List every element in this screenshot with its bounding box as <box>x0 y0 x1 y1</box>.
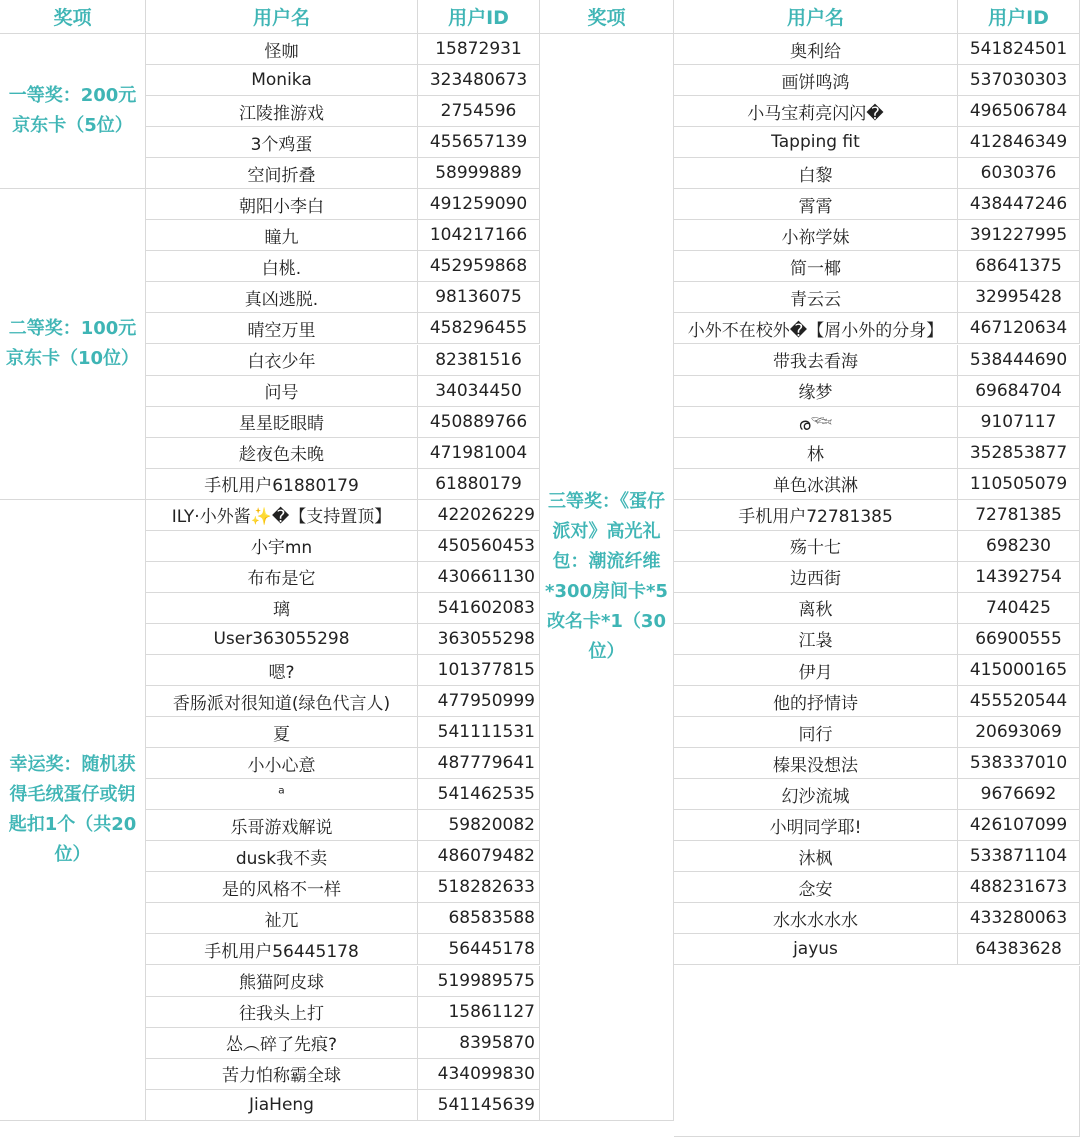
table-row-username: 手机用户61880179 <box>146 469 418 500</box>
table-row-userid: 471981004 <box>418 438 540 469</box>
table-row-username: 青云云 <box>674 282 958 313</box>
table-row-userid: 34034450 <box>418 376 540 407</box>
table-row-userid: 9107117 <box>958 407 1080 438</box>
table-row-username: 香肠派对很知道(绿色代言人) <box>146 686 418 717</box>
table-row-username: 小外不在校外�【屑小外的分身】 <box>674 313 958 344</box>
table-row-userid: 56445178 <box>418 934 540 965</box>
table-row-userid: 15861127 <box>418 997 540 1028</box>
table-row-username: 嗯? <box>146 655 418 686</box>
table-row-userid: 363055298 <box>418 624 540 655</box>
table-row-username: 江陵推游戏 <box>146 96 418 127</box>
table-row-userid: 450889766 <box>418 407 540 438</box>
table-row-userid: 477950999 <box>418 686 540 717</box>
table-row-userid: 458296455 <box>418 313 540 344</box>
table-row-userid: 434099830 <box>418 1059 540 1090</box>
table-row-username: 他的抒情诗 <box>674 686 958 717</box>
table-row-userid: 104217166 <box>418 220 540 251</box>
table-row-username: 熊猫阿皮球 <box>146 966 418 997</box>
table-row-username: 怂︵碎了先痕? <box>146 1028 418 1059</box>
table-row-username: 夏 <box>146 717 418 748</box>
table-row-userid: 422026229 <box>418 500 540 531</box>
table-row-userid: 412846349 <box>958 127 1080 158</box>
table-row-username: 瞳九 <box>146 220 418 251</box>
table-row-userid: 98136075 <box>418 282 540 313</box>
table-row-username: JiaHeng <box>146 1090 418 1121</box>
table-row-userid: 9676692 <box>958 779 1080 810</box>
table-row-userid: 740425 <box>958 593 1080 624</box>
table-row-userid: 541602083 <box>418 593 540 624</box>
table-row-username: 乐哥游戏解说 <box>146 810 418 841</box>
prize-cell-third: 三等奖：《蛋仔派对》高光礼包：潮流纤维*300房间卡*5改名卡*1（30位） <box>540 34 674 1121</box>
table-row-username: Tapping fit <box>674 127 958 158</box>
table-row-username: 念安 <box>674 872 958 903</box>
table-row-userid: 537030303 <box>958 65 1080 96</box>
table-row-userid: 426107099 <box>958 810 1080 841</box>
table-row-userid: 538444690 <box>958 345 1080 376</box>
table-row-username: 带我去看海 <box>674 345 958 376</box>
table-row-username: 星星眨眼睛 <box>146 407 418 438</box>
table-row-username: User363055298 <box>146 624 418 655</box>
table-row-userid: 455520544 <box>958 686 1080 717</box>
table-row-username: 离秋 <box>674 593 958 624</box>
table-row-userid: 8395870 <box>418 1028 540 1059</box>
table-row-username: 手机用户72781385 <box>674 500 958 531</box>
prize-cell-1: 一等奖：200元京东卡（5位） <box>0 34 146 189</box>
table-row-username: 林 <box>674 438 958 469</box>
table-row-userid: 541462535 <box>418 779 540 810</box>
table-row-username: ᵃ <box>146 779 418 810</box>
table-row-userid: 538337010 <box>958 748 1080 779</box>
table-row-username: jayus <box>674 934 958 965</box>
table-row-username: 简一椰 <box>674 251 958 282</box>
table-row-userid: 438447246 <box>958 189 1080 220</box>
table-row-userid: 69684704 <box>958 376 1080 407</box>
table-row-userid: 68583588 <box>418 903 540 934</box>
table-row-userid: 488231673 <box>958 872 1080 903</box>
table-row-username: 幻沙流城 <box>674 779 958 810</box>
table-row-userid: 519989575 <box>418 966 540 997</box>
header-prize-right: 奖项 <box>540 0 674 34</box>
table-row-username: 苦力怕称霸全球 <box>146 1059 418 1090</box>
table-row-username: 边西街 <box>674 562 958 593</box>
table-row-username: ര𓆝 <box>674 407 958 438</box>
table-row-username: 沐枫 <box>674 841 958 872</box>
table-row-userid: 72781385 <box>958 500 1080 531</box>
table-row-userid: 533871104 <box>958 841 1080 872</box>
table-row-username: 手机用户56445178 <box>146 934 418 965</box>
table-row-userid: 467120634 <box>958 313 1080 344</box>
table-row-username: 同行 <box>674 717 958 748</box>
table-row-username: ILY·小外酱✨�【支持置顶】 <box>146 500 418 531</box>
header-userid-right: 用户ID <box>958 0 1080 34</box>
table-row-username: 奥利给 <box>674 34 958 65</box>
table-row-userid: 323480673 <box>418 65 540 96</box>
table-row-userid: 20693069 <box>958 717 1080 748</box>
table-row-userid: 487779641 <box>418 748 540 779</box>
table-row-username: 白黎 <box>674 158 958 189</box>
table-row-username: Monika <box>146 65 418 96</box>
table-row-username: 小马宝莉亮闪闪� <box>674 96 958 127</box>
table-row-userid: 433280063 <box>958 903 1080 934</box>
table-row-username: 朝阳小李白 <box>146 189 418 220</box>
header-username-right: 用户名 <box>674 0 958 34</box>
table-row-userid: 352853877 <box>958 438 1080 469</box>
table-row-username: 霄霄 <box>674 189 958 220</box>
table-row-username: 问号 <box>146 376 418 407</box>
table-row-username: 空间折叠 <box>146 158 418 189</box>
table-row-userid: 496506784 <box>958 96 1080 127</box>
table-row-userid: 15872931 <box>418 34 540 65</box>
table-row-userid: 14392754 <box>958 562 1080 593</box>
table-row-userid: 61880179 <box>418 469 540 500</box>
header-username-left: 用户名 <box>146 0 418 34</box>
table-row-userid: 58999889 <box>418 158 540 189</box>
table-row-username: 缘梦 <box>674 376 958 407</box>
table-row-username: 单色冰淇淋 <box>674 469 958 500</box>
table-row-userid: 59820082 <box>418 810 540 841</box>
table-row-userid: 541824501 <box>958 34 1080 65</box>
table-row-username: 画饼鸣鸿 <box>674 65 958 96</box>
table-row-username: 水水水水水 <box>674 903 958 934</box>
table-row-username: 布布是它 <box>146 562 418 593</box>
table-row-username: 怪咖 <box>146 34 418 65</box>
table-row-username: 江袅 <box>674 624 958 655</box>
table-row-username: 真凶逃脱. <box>146 282 418 313</box>
table-row-username: 趁夜色未晚 <box>146 438 418 469</box>
table-row-userid: 391227995 <box>958 220 1080 251</box>
prize-cell-2: 二等奖：100元京东卡（10位） <box>0 189 146 500</box>
table-row-userid: 698230 <box>958 531 1080 562</box>
table-row-userid: 101377815 <box>418 655 540 686</box>
table-row-username: 伊月 <box>674 655 958 686</box>
table-row-userid: 491259090 <box>418 189 540 220</box>
table-row-username: 小祢学妹 <box>674 220 958 251</box>
table-row-username: 小小心意 <box>146 748 418 779</box>
table-row-username: 榛果没想法 <box>674 748 958 779</box>
table-row-username: dusk我不卖 <box>146 841 418 872</box>
table-row-username: 是的风格不一样 <box>146 872 418 903</box>
empty-area <box>674 966 1080 1137</box>
table-row-userid: 6030376 <box>958 158 1080 189</box>
table-row-username: 殇十七 <box>674 531 958 562</box>
table-row-userid: 541145639 <box>418 1090 540 1121</box>
table-row-username: 往我头上打 <box>146 997 418 1028</box>
table-row-userid: 68641375 <box>958 251 1080 282</box>
table-row-userid: 2754596 <box>418 96 540 127</box>
table-row-userid: 415000165 <box>958 655 1080 686</box>
table-row-userid: 64383628 <box>958 934 1080 965</box>
table-row-userid: 486079482 <box>418 841 540 872</box>
table-row-username: 白桃. <box>146 251 418 282</box>
table-row-username: 白衣少年 <box>146 345 418 376</box>
table-row-username: 璃 <box>146 593 418 624</box>
table-row-userid: 455657139 <box>418 127 540 158</box>
table-row-username: 小明同学耶! <box>674 810 958 841</box>
table-row-userid: 82381516 <box>418 345 540 376</box>
table-row-username: 晴空万里 <box>146 313 418 344</box>
table-row-userid: 32995428 <box>958 282 1080 313</box>
table-row-userid: 452959868 <box>418 251 540 282</box>
table-row-userid: 66900555 <box>958 624 1080 655</box>
header-prize-left: 奖项 <box>0 0 146 34</box>
table-row-userid: 518282633 <box>418 872 540 903</box>
table-row-userid: 450560453 <box>418 531 540 562</box>
table-row-userid: 430661130 <box>418 562 540 593</box>
table-row-userid: 541111531 <box>418 717 540 748</box>
prize-cell-3: 幸运奖：随机获得毛绒蛋仔或钥匙扣1个（共20位） <box>0 500 146 1121</box>
table-row-username: 小宇mn <box>146 531 418 562</box>
table-row-username: 3个鸡蛋 <box>146 127 418 158</box>
table-row-userid: 110505079 <box>958 469 1080 500</box>
table-row-username: 祉兀 <box>146 903 418 934</box>
header-userid-left: 用户ID <box>418 0 540 34</box>
